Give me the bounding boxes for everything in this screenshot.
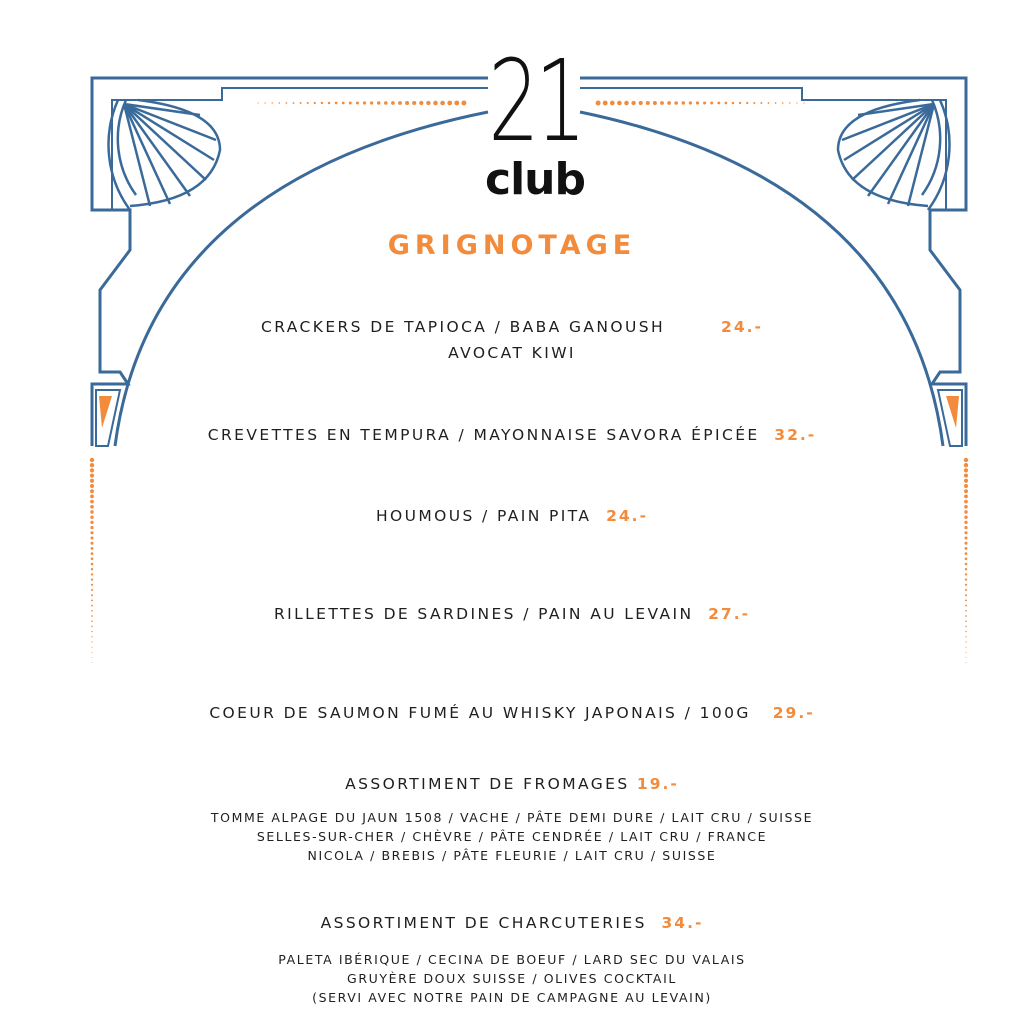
decorative-dot bbox=[732, 102, 735, 105]
decorative-dot bbox=[91, 563, 94, 566]
decorative-dot bbox=[349, 102, 352, 105]
item-name: HOUMOUS / PAIN PITA bbox=[375, 507, 592, 525]
decorative-dot bbox=[279, 102, 281, 104]
decorative-dot bbox=[90, 531, 93, 534]
decorative-dot bbox=[440, 101, 445, 106]
decorative-dot bbox=[90, 484, 94, 488]
decorative-dot bbox=[90, 458, 94, 462]
decorative-dot bbox=[90, 468, 94, 472]
decorative-dot bbox=[433, 101, 437, 105]
item-detail: TOMME ALPAGE DU JAUN 1508 / VACHE / PÂTE DEMI DURE / LAIT CRU / SUISSE bbox=[210, 810, 814, 825]
decorative-dot bbox=[796, 102, 797, 103]
decorative-dot bbox=[964, 474, 968, 478]
decorative-dot bbox=[965, 647, 966, 648]
decorative-dot bbox=[803, 102, 804, 103]
decorative-dot bbox=[90, 463, 94, 467]
decorative-dot bbox=[91, 578, 93, 580]
item-price: 19.- bbox=[636, 775, 679, 793]
decorative-dot bbox=[342, 102, 345, 105]
decorative-dot bbox=[90, 500, 94, 504]
decorative-dot bbox=[789, 102, 790, 103]
decorative-dot bbox=[271, 102, 272, 103]
decorative-dot bbox=[768, 102, 770, 104]
decorative-dot bbox=[965, 547, 968, 550]
decorative-dot bbox=[286, 102, 288, 104]
decorative-dot bbox=[717, 102, 720, 105]
decorative-dot bbox=[753, 102, 755, 104]
decorative-dot bbox=[91, 594, 93, 596]
decorative-dot bbox=[384, 101, 388, 105]
item-name: ASSORTIMENT DE CHARCUTERIES bbox=[320, 914, 647, 932]
decorative-dot bbox=[964, 531, 967, 534]
decorative-dot bbox=[653, 101, 657, 105]
decorative-dot bbox=[646, 101, 650, 105]
decorative-dot bbox=[91, 542, 94, 545]
decorative-dot bbox=[377, 101, 380, 104]
decorative-dot bbox=[965, 568, 967, 570]
decorative-dot bbox=[631, 101, 635, 105]
decorative-dot bbox=[328, 102, 331, 105]
decorative-dot bbox=[90, 479, 94, 483]
decorative-dot bbox=[703, 101, 706, 104]
item-name: CREVETTES EN TEMPURA / MAYONNAISE SAVORA ÉPICÉE bbox=[207, 426, 760, 444]
decorative-dot bbox=[966, 662, 967, 663]
decorative-dot bbox=[965, 641, 966, 642]
item-detail: NICOLA / BREBIS / PÂTE FLEURIE / LAIT CRU / SUISSE bbox=[307, 848, 717, 863]
decorative-dot bbox=[419, 101, 423, 105]
decorative-dot bbox=[660, 101, 664, 105]
decorative-dot bbox=[91, 573, 93, 575]
decorative-dot bbox=[91, 641, 92, 642]
menu-item bbox=[0, 914, 1024, 932]
decorative-dot bbox=[264, 102, 265, 103]
decorative-dot bbox=[90, 536, 93, 539]
decorative-dot bbox=[965, 599, 967, 601]
item-detail: SELLES-SUR-CHER / CHÈVRE / PÂTE CENDRÉE / LAIT CRU / FRANCE bbox=[256, 829, 768, 844]
decorative-dot bbox=[91, 557, 94, 560]
menu-item bbox=[0, 507, 1024, 525]
decorative-dot bbox=[689, 101, 692, 104]
decorative-dot bbox=[696, 101, 699, 104]
decorative-dot bbox=[782, 102, 784, 104]
decorative-dot bbox=[314, 102, 316, 104]
decorative-dot bbox=[426, 101, 430, 105]
item-name-line2: AVOCAT KIWI bbox=[448, 344, 576, 362]
decorative-dot bbox=[966, 652, 967, 653]
decorative-dot bbox=[596, 101, 601, 106]
decorative-dot bbox=[454, 101, 459, 106]
decorative-dot bbox=[405, 101, 409, 105]
decorative-dot bbox=[639, 101, 643, 105]
menu-item bbox=[0, 775, 1024, 793]
item-detail: PALETA IBÉRIQUE / CECINA DE BOEUF / LARD SEC DU VALAIS bbox=[278, 952, 746, 967]
decorative-dot bbox=[356, 101, 359, 104]
menu-item bbox=[0, 605, 1024, 623]
section-title: GRIGNOTAGE bbox=[387, 230, 637, 261]
decorative-dot bbox=[964, 489, 968, 493]
decorative-dot bbox=[739, 102, 741, 104]
decorative-dot bbox=[91, 568, 93, 570]
decorative-dot bbox=[966, 657, 967, 658]
item-price: 24.- bbox=[606, 507, 649, 525]
decorative-dot bbox=[90, 495, 94, 499]
menu-item bbox=[0, 318, 1024, 336]
decorative-dot bbox=[91, 626, 92, 627]
decorative-dot bbox=[964, 536, 967, 539]
decorative-dot bbox=[293, 102, 295, 104]
decorative-dot bbox=[964, 500, 968, 504]
decorative-dot bbox=[965, 552, 968, 555]
decorative-dot bbox=[91, 636, 92, 637]
item-name: COEUR DE SAUMON FUMÉ AU WHISKY JAPONAIS / 100G bbox=[209, 704, 751, 722]
decorative-dot bbox=[391, 101, 395, 105]
decorative-dot bbox=[91, 552, 94, 555]
decorative-dot bbox=[965, 589, 967, 591]
item-name: CRACKERS DE TAPIOCA / BABA GANOUSH bbox=[261, 318, 666, 336]
decorative-dot bbox=[91, 631, 92, 632]
decorative-dot bbox=[965, 578, 967, 580]
decorative-dot bbox=[91, 647, 92, 648]
decorative-dot bbox=[965, 636, 966, 637]
decorative-dot bbox=[307, 102, 309, 104]
item-price: 24.- bbox=[721, 318, 763, 336]
decorative-dot bbox=[91, 589, 93, 591]
decorative-dot bbox=[461, 101, 466, 106]
decorative-dot bbox=[370, 101, 373, 104]
decorative-dot bbox=[610, 101, 615, 106]
decorative-dot bbox=[725, 102, 728, 105]
decorative-dot bbox=[603, 101, 608, 106]
decorative-dot bbox=[398, 101, 402, 105]
item-price: 29.- bbox=[772, 704, 815, 722]
decorative-dot bbox=[964, 484, 968, 488]
decorative-dot bbox=[90, 526, 93, 529]
item-price: 27.- bbox=[708, 605, 751, 623]
decorative-dot bbox=[92, 662, 93, 663]
decorative-dot bbox=[90, 489, 94, 493]
decorative-dot bbox=[965, 584, 967, 586]
decorative-dot bbox=[965, 573, 967, 575]
decorative-dot bbox=[300, 102, 302, 104]
menu-item-line2 bbox=[0, 344, 1024, 362]
decorative-dot bbox=[617, 101, 622, 106]
item-name: ASSORTIMENT DE FROMAGES bbox=[345, 775, 630, 793]
decorative-dot bbox=[710, 102, 713, 105]
decorative-dot bbox=[321, 102, 323, 104]
decorative-dot bbox=[965, 631, 966, 632]
decorative-dot bbox=[965, 594, 967, 596]
fan-shell-icon bbox=[838, 100, 949, 210]
decorative-dot bbox=[92, 652, 93, 653]
decorative-dot bbox=[964, 495, 968, 499]
decorative-dot bbox=[624, 101, 628, 105]
menu-item bbox=[0, 704, 1024, 722]
item-name: RILLETTES DE SARDINES / PAIN AU LEVAIN bbox=[273, 605, 694, 623]
decorative-dot bbox=[91, 584, 93, 586]
decorative-dot bbox=[682, 101, 685, 104]
decorative-dot bbox=[92, 657, 93, 658]
decorative-dot bbox=[775, 102, 777, 104]
decorative-dot bbox=[91, 599, 93, 601]
logo-word: club bbox=[485, 154, 585, 205]
item-detail: (SERVI AVEC NOTRE PAIN DE CAMPAGNE AU LEVAIN) bbox=[312, 990, 712, 1005]
decorative-dot bbox=[964, 526, 967, 529]
decorative-dot bbox=[257, 102, 258, 103]
decorative-dot bbox=[964, 479, 968, 483]
decorative-dot bbox=[674, 101, 678, 105]
decorative-dot bbox=[91, 547, 94, 550]
logo-number: 21 bbox=[488, 37, 583, 167]
decorative-dot bbox=[965, 563, 968, 566]
decorative-dot bbox=[964, 458, 968, 462]
item-detail: GRUYÈRE DOUX SUISSE / OLIVES COCKTAIL bbox=[347, 971, 677, 986]
fan-shell-icon bbox=[109, 100, 220, 210]
decorative-dot bbox=[965, 626, 966, 627]
menu-item bbox=[0, 426, 1024, 444]
decorative-dot bbox=[667, 101, 671, 105]
decorative-dot bbox=[412, 101, 416, 105]
decorative-dot bbox=[746, 102, 748, 104]
decorative-dot bbox=[965, 542, 968, 545]
decorative-dot bbox=[760, 102, 762, 104]
decorative-dot bbox=[964, 463, 968, 467]
decorative-dot bbox=[447, 101, 452, 106]
decorative-dot bbox=[965, 557, 968, 560]
decorative-dot bbox=[363, 101, 366, 104]
item-price: 34.- bbox=[661, 914, 704, 932]
decorative-dot bbox=[90, 474, 94, 478]
decorative-dot bbox=[964, 468, 968, 472]
decorative-dot bbox=[335, 102, 338, 105]
item-price: 32.- bbox=[774, 426, 817, 444]
